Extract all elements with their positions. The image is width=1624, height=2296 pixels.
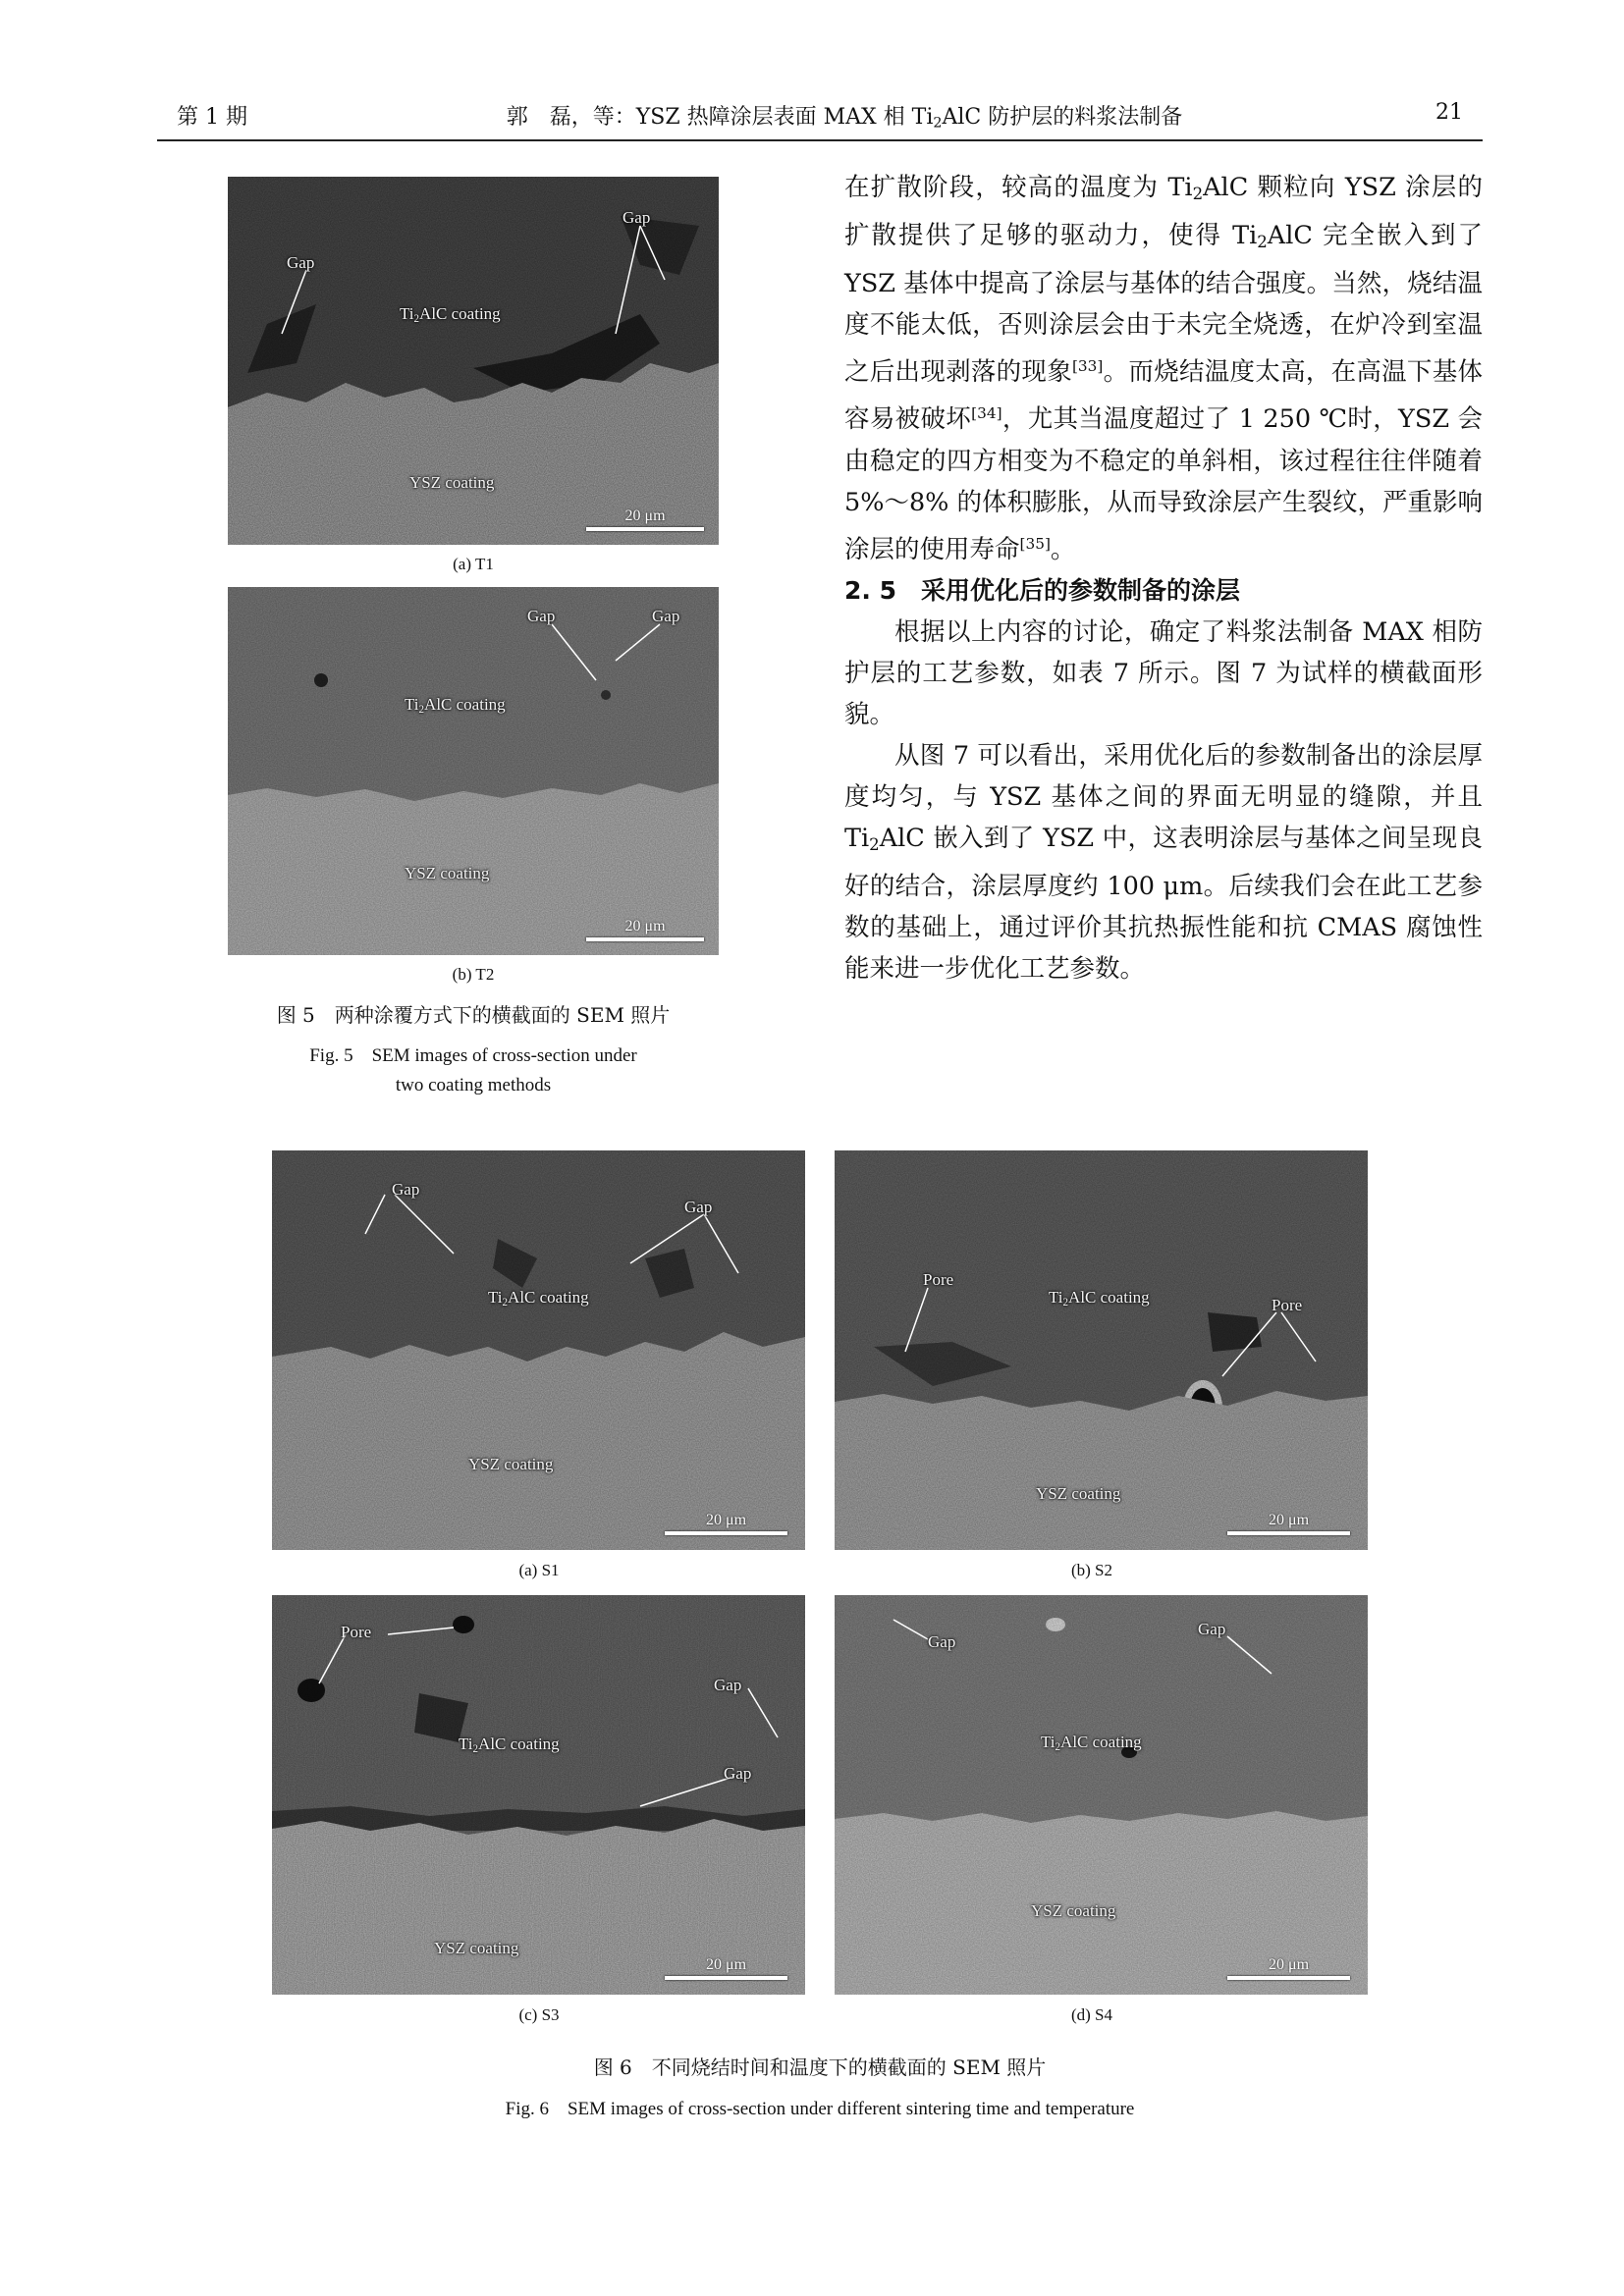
scale-bar: 20 μm [665,1512,787,1535]
ti2alc-coating-label: $Ti_2AlC$ coating [405,695,506,716]
gap-label: Gap [527,607,556,625]
paragraph: 根据以上内容的讨论，确定了料浆法制备 MAX 相防护层的工艺参数，如表 7 所示。图 7 为试样的横截面形貌。 [844,616,1483,729]
paragraph: 在扩散阶段，较高的温度为 $Ti_2AlC$ 颗粒向 YSZ 涂层的扩散提供了足够的驱动力，使得 $Ti_2AlC$ 完全嵌入到了 YSZ 基体中提高了涂层与基体的结合强度。当然，烧结温度不能太低，否则涂层会由于未完全烧透，在炉冷到室温之后出现剥落的现象[33]。而烧结温度太高，在高温下基体容易被破坏[34]，尤其当温度超过了 1 250 ℃时，YSZ 会由稳定的四方相变为不稳定的单斜相，该过程往往伴随着 5%～8% 的体积膨胀，从而导致涂层产生裂纹，严重影响涂层的使用寿命[35]。 [844,173,1484,564]
gap-label: Gap [623,208,651,227]
scale-bar: 20 μm [1227,1512,1350,1535]
subfigure-label-t2: (b) T2 [452,965,495,984]
scale-bar: 20 μm [1227,1956,1350,1980]
issue-number: 第 1 期 [177,105,247,130]
ysz-coating-label: YSZ coating [468,1455,554,1473]
running-title: 郭 磊，等：YSZ 热障涂层表面 MAX 相 $Ti_2AlC$ 防护层的料浆法制备 [506,105,1183,132]
subfigure-label-s3: (c) S3 [518,2005,560,2024]
ti2alc-coating-label: $Ti_2AlC$ coating [1049,1288,1150,1308]
pore-label: Pore [923,1270,954,1289]
pore-label: Pore [1272,1296,1303,1314]
paragraph: 从图 7 可以看出，采用优化后的参数制备出的涂层厚度均匀，与 YSZ 基体之间的界面无明显的缝隙，并且 $Ti_2AlC$ 嵌入到了 YSZ 中，这表明涂层与基体之间呈现良好的结合，涂层厚度约 100 μm。后续我们会在此工艺参数的基础上，通过评价其抗热振性能和抗 CMAS 腐蚀性能来进一步优化工艺参数。 [844,740,1483,984]
figure-5-caption-en: Fig. 5 SEM images of cross-section under [309,1045,637,1066]
body-text-column [844,167,1483,989]
gap-label: Gap [287,253,315,272]
ti2alc-coating-label: $Ti_2AlC$ coating [400,304,501,325]
ysz-coating-label: YSZ coating [434,1939,519,1957]
running-header [157,94,1483,141]
gap-label: Gap [928,1632,956,1651]
sem-image-s4 [835,1595,1368,1995]
figure-5-caption-en: two coating methods [395,1075,552,1095]
ysz-coating-label: YSZ coating [405,864,490,882]
sem-image-s1 [272,1150,805,1550]
figure-6-caption-cn: 图 6 不同烧结时间和温度下的横截面的 SEM 照片 [593,2056,1047,2079]
ysz-coating-label: YSZ coating [409,473,495,492]
figure-6-caption-en: Fig. 6 SEM images of cross-section under different sintering time and temperature [505,2099,1135,2119]
ti2alc-coating-label: $Ti_2AlC$ coating [1041,1733,1142,1753]
scale-bar: 20 μm [665,1956,787,1980]
scale-bar: 20 μm [586,918,704,941]
gap-label: Gap [1198,1620,1226,1638]
ti2alc-coating-label: $Ti_2AlC$ coating [459,1735,560,1755]
subfigure-label-s2: (b) S2 [1070,1561,1113,1579]
ysz-coating-label: YSZ coating [1031,1901,1116,1920]
figure-5-caption-cn: 图 5 两种涂覆方式下的横截面的 SEM 照片 [276,1003,671,1027]
sem-image-t1 [228,177,719,545]
subfigure-label-s1: (a) S1 [518,1561,560,1579]
ti2alc-coating-label: $Ti_2AlC$ coating [488,1288,589,1308]
gap-label: Gap [392,1180,420,1199]
sem-image-s2 [835,1150,1368,1550]
gap-label: Gap [714,1676,742,1694]
gap-label: Gap [684,1198,713,1216]
subfigure-label-t1: (a) T1 [453,555,494,573]
sem-image-s3 [272,1595,805,1995]
gap-label: Gap [724,1764,752,1783]
scale-bar: 20 μm [586,507,704,531]
pore-label: Pore [341,1623,372,1641]
section-heading: 2. 5 采用优化后的参数制备的涂层 [844,575,1240,605]
subfigure-label-s4: (d) S4 [1070,2005,1113,2024]
gap-label: Gap [652,607,680,625]
sem-image-t2 [228,587,719,955]
ysz-coating-label: YSZ coating [1036,1484,1121,1503]
page-number: 21 [1435,100,1463,125]
